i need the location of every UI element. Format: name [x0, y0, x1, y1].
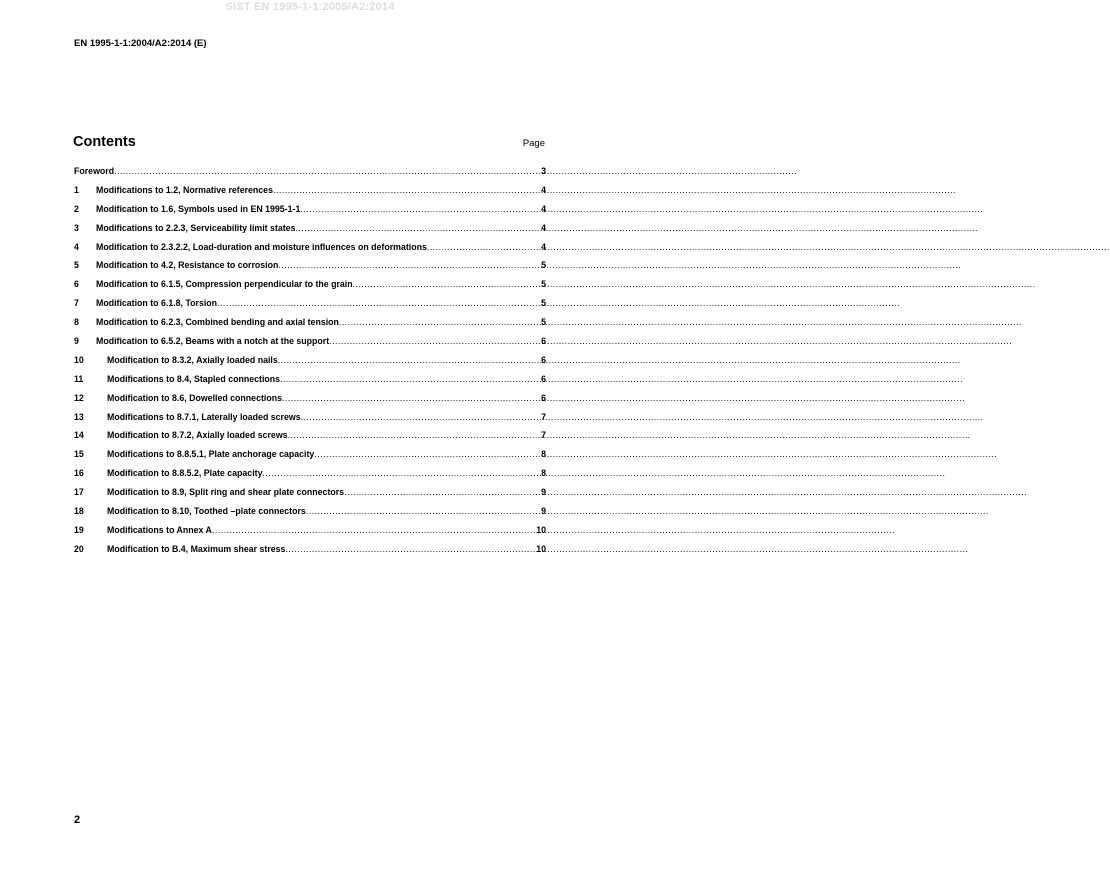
toc-entry-title: Modifications to 8.7.1, Laterally loaded screws [107, 411, 301, 422]
toc-entry[interactable] [74, 185, 546, 204]
watermark: SIST EN 1995-1-1:2005/A2:2014 [225, 1, 395, 13]
toc-entry-number: 12 [74, 392, 84, 403]
toc-entry-page: 6 [541, 373, 546, 384]
toc-entry-number: 14 [74, 430, 84, 441]
toc-entry-title: Modification to 6.5.2, Beams with a notch at the support [96, 336, 330, 347]
toc-entry-page: 5 [541, 298, 546, 309]
toc-entry-page: 4 [541, 222, 546, 233]
toc-entry[interactable] [74, 260, 546, 279]
document-header: EN 1995-1-1:2004/A2:2014 (E) [74, 38, 207, 49]
toc-entry[interactable] [74, 430, 546, 449]
toc-entry[interactable] [74, 336, 546, 355]
contents-title: Contents [73, 134, 136, 150]
toc-entry-title: Modification to 2.3.2.2, Load-duration and moisture influences on deformations [96, 241, 427, 252]
toc-entry-title: Modification to 4.2, Resistance to corrosion [96, 260, 279, 271]
toc-entry[interactable] [74, 355, 546, 374]
toc-entry-page: 4 [541, 241, 546, 252]
toc-entry-title: Modification to 6.1.8, Torsion [96, 298, 218, 309]
toc-dot-leader [329, 336, 540, 346]
toc-entry-title: Modifications to Annex A [107, 524, 212, 535]
toc-dot-leader [306, 506, 540, 516]
toc-entry-title: Foreword [74, 166, 115, 176]
toc-entry[interactable] [74, 166, 546, 185]
toc-entry-page: 5 [541, 317, 546, 328]
toc-dot-leader [301, 412, 541, 422]
toc-dot-leader [114, 166, 540, 176]
toc-entry-page: 6 [541, 336, 546, 347]
toc-entry[interactable] [74, 298, 546, 317]
toc-entry[interactable] [74, 393, 546, 412]
toc-entry-title: Modifications to 8.4, Stapled connections [107, 373, 281, 384]
toc-entry-title: Modifications to 1.2, Normative references [96, 184, 273, 195]
toc-entry-page: 8 [541, 449, 546, 460]
toc-entry-page: 9 [541, 487, 546, 498]
toc-entry-page: 10 [536, 543, 546, 554]
toc-dot-leader [314, 449, 540, 459]
toc-dot-leader [285, 544, 535, 554]
toc-entry[interactable] [74, 544, 546, 563]
toc-entry[interactable] [74, 487, 546, 506]
toc-entry-page: 5 [541, 260, 546, 271]
toc-entry-page: 4 [541, 203, 546, 214]
toc-entry-title: Modification to 8.10, Toothed –plate connectors [107, 506, 306, 517]
toc-entry-number: 4 [74, 241, 79, 252]
toc-entry[interactable] [74, 374, 546, 393]
toc-entry-title: Modification to 1.6, Symbols used in EN 1995-1-1 [96, 203, 301, 214]
toc-entry-number: 6 [74, 279, 79, 290]
toc-entry-page: 7 [541, 430, 546, 441]
toc-entry-page: 6 [541, 392, 546, 403]
toc-entry[interactable] [74, 412, 546, 431]
toc-dot-leader [217, 298, 540, 308]
toc-entry-number: 3 [74, 222, 79, 233]
toc-entry[interactable] [74, 506, 546, 525]
toc-dot-leader [282, 393, 540, 403]
toc-entry-title: Modification to 6.1.5, Compression perpendicular to the grain [96, 279, 353, 290]
toc-entry-number: 10 [74, 354, 84, 365]
toc-entry-number: 11 [74, 373, 84, 384]
toc-dot-leader [295, 223, 540, 233]
toc-entry-page: 7 [541, 411, 546, 422]
toc-entry-title: Modification to 8.9, Split ring and shear plate connectors [107, 487, 345, 498]
toc-entry-title: Modifications to 8.8.5.1, Plate anchorage capacity [107, 449, 315, 460]
toc-dot-leader [339, 317, 540, 327]
toc-entry[interactable] [74, 525, 546, 544]
toc-entry[interactable] [74, 317, 546, 336]
toc-entry-title: Modification to 8.8.5.2, Plate capacity [107, 468, 263, 479]
toc-entry-page: 10 [536, 524, 546, 535]
toc-dot-leader [280, 374, 540, 384]
toc-entry-page: 8 [541, 468, 546, 479]
toc-entry-title: Modification to 8.3.2, Axially loaded nails [107, 354, 278, 365]
toc-entry[interactable] [74, 468, 546, 487]
toc-entry-number: 5 [74, 260, 79, 271]
toc-entry-number: 1 [74, 184, 79, 195]
toc-dot-leader [278, 260, 540, 270]
table-of-contents [74, 166, 546, 563]
toc-entry-page: 6 [541, 354, 546, 365]
toc-entry-number: 18 [74, 506, 84, 517]
toc-dot-leader [212, 525, 535, 535]
toc-entry-title: Modification to 8.7.2, Axially loaded screws [107, 430, 288, 441]
toc-dot-leader [278, 355, 540, 365]
toc-entry-number: 13 [74, 411, 84, 422]
toc-entry[interactable] [74, 449, 546, 468]
toc-entry[interactable] [74, 223, 546, 242]
toc-entry[interactable] [74, 204, 546, 223]
toc-entry-number: 20 [74, 543, 84, 554]
toc-dot-leader [262, 468, 540, 478]
toc-dot-leader [300, 204, 540, 214]
toc-dot-leader [288, 430, 541, 440]
page-column-label: Page [522, 138, 545, 149]
toc-entry-number: 7 [74, 298, 79, 309]
toc-entry-number: 9 [74, 336, 79, 347]
toc-entry-page: 4 [541, 184, 546, 195]
toc-dot-leader [353, 279, 540, 289]
toc-entry-title: Modification to 6.2.3, Combined bending and axial tension [96, 317, 339, 328]
toc-entry-page: 3 [541, 166, 546, 176]
toc-entry-number: 16 [74, 468, 84, 479]
toc-entry-number: 8 [74, 317, 79, 328]
toc-entry-title: Modifications to 2.2.3, Serviceability limit states [96, 222, 296, 233]
toc-entry-title: Modification to 8.6, Dowelled connections [107, 392, 282, 403]
page-number: 2 [74, 814, 81, 826]
toc-entry-title: Modification to B.4, Maximum shear stress [107, 543, 286, 554]
toc-dot-leader [344, 487, 540, 497]
toc-entry-number: 19 [74, 524, 84, 535]
toc-entry[interactable] [74, 242, 546, 261]
toc-entry[interactable] [74, 279, 546, 298]
toc-dot-leader [427, 242, 540, 252]
toc-entry-page: 5 [541, 279, 546, 290]
toc-entry-number: 15 [74, 449, 84, 460]
toc-dot-leader [273, 185, 540, 195]
toc-entry-number: 2 [74, 203, 79, 214]
toc-entry-number: 17 [74, 487, 84, 498]
toc-entry-page: 9 [541, 506, 546, 517]
